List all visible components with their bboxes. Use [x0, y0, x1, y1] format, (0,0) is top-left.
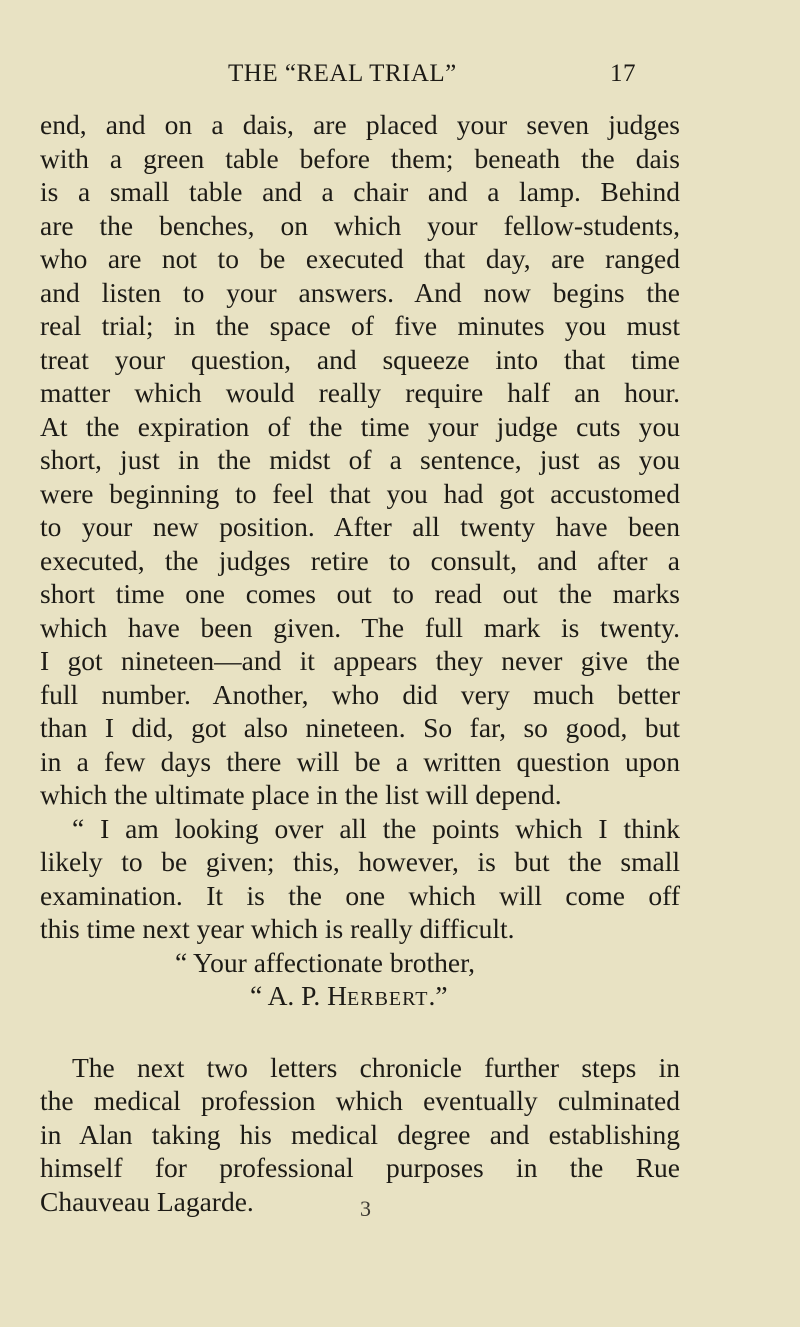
text-line: full number. Another, who did very much better: [40, 678, 680, 710]
signature-smallcaps: ERBERT: [347, 988, 429, 1010]
text-line: end, and on a dais, are placed your seven judges: [40, 109, 680, 140]
text-line: The next two letters chronicle further steps in: [72, 1051, 680, 1083]
text-line: is a small table and a chair and a lamp. Behind: [40, 176, 680, 207]
text-line: which the ultimate place in the list will depend.: [40, 779, 562, 810]
text-line: likely to be given; this, however, is but the small: [40, 846, 680, 877]
text-line: “ I am looking over all the points which I think: [72, 812, 680, 844]
text-line: himself for professional purposes in the Rue: [40, 1152, 680, 1183]
text-line: were beginning to feel that you had got accustomed: [40, 477, 680, 509]
text-line: in Alan taking his medical degree and establishing: [40, 1118, 680, 1150]
text-line: short time one comes out to read out the marks: [40, 578, 680, 609]
paragraph-editorial-note: [40, 1051, 680, 1219]
page-number: 17: [610, 60, 636, 87]
text-line: matter which would really require half an hour.: [40, 377, 680, 408]
paragraph-gap: [40, 1013, 680, 1051]
text-line: which have been given. The full mark is twenty.: [40, 611, 680, 643]
running-title: THE “REAL TRIAL”: [228, 60, 457, 87]
running-head: [0, 60, 800, 96]
paragraph-letter-closing-remarks: [40, 812, 680, 946]
text-line: this time next year which is really difficult.: [40, 913, 515, 944]
letter-salutation: “ Your affectionate brother,: [175, 946, 476, 978]
text-line: executed, the judges retire to consult, and after a: [40, 544, 680, 576]
text-line: and listen to your answers. And now begins the: [40, 276, 680, 308]
letter-signature: [40, 979, 680, 1013]
text-line: I got nineteen—and it appears they never give the: [40, 645, 680, 676]
signature-prefix: “ A. P. H: [250, 980, 348, 1011]
text-line: short, just in the midst of a sentence, just as you: [40, 444, 680, 475]
signature-suffix: .”: [428, 980, 448, 1011]
text-line: At the expiration of the time your judge cuts you: [40, 410, 680, 442]
text-line: the medical profession which eventually culminated: [40, 1085, 680, 1116]
text-line: examination. It is the one which will come off: [40, 879, 680, 911]
text-line: who are not to be executed that day, are ranged: [40, 243, 680, 274]
text-line: than I did, got also nineteen. So far, so good, but: [40, 712, 680, 743]
text-line: treat your question, and squeeze into that time: [40, 343, 680, 375]
text-line: with a green table before them; beneath the dais: [40, 142, 680, 174]
paragraph-letter-continuation: [40, 108, 680, 812]
text-line: real trial; in the space of five minutes you must: [40, 310, 680, 341]
text-line: Chauveau Lagarde.: [40, 1185, 254, 1217]
body-text: [40, 108, 680, 1218]
text-line: are the benches, on which your fellow-students,: [40, 209, 680, 241]
text-line: to your new position. After all twenty have been: [40, 511, 680, 542]
text-line: in a few days there will be a written question upon: [40, 745, 680, 777]
printer-signature-mark: 3: [360, 1196, 371, 1221]
